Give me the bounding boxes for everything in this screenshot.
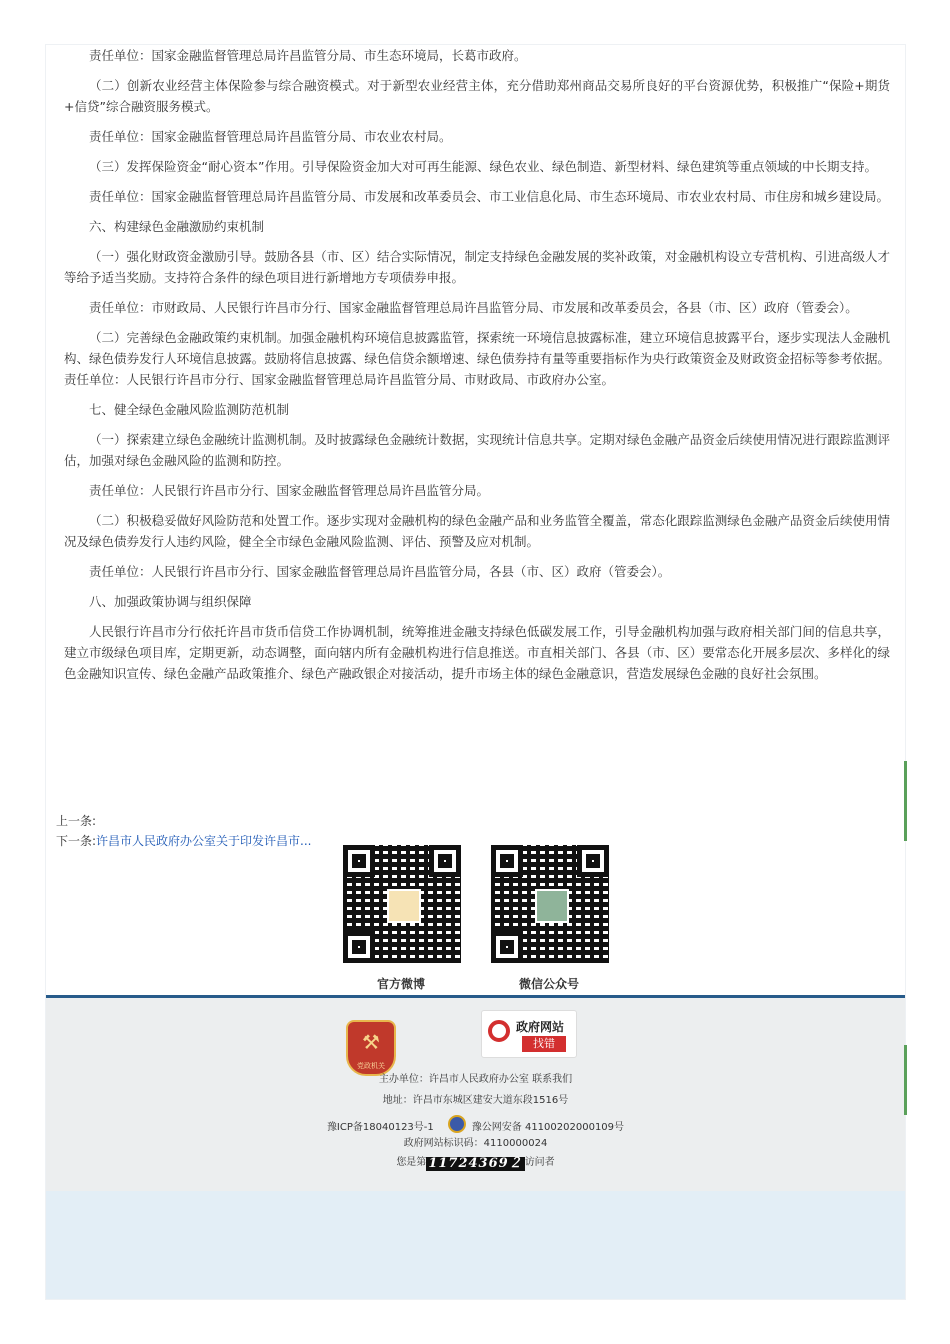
wechat-qr [489, 843, 609, 992]
footer-host-line [46, 1073, 905, 1087]
police-record-link[interactable]: 豫公网安备 41100202000109号 [471, 1122, 625, 1133]
footer-address-line [46, 1094, 905, 1108]
section-heading: 六、构建绿色金融激励约束机制 [89, 219, 265, 234]
prev-article [56, 811, 312, 831]
page-container [45, 44, 906, 1300]
gov-site-error-report-badge[interactable] [481, 1010, 577, 1058]
section-heading: 七、健全绿色金融风险监测防范机制 [89, 402, 290, 417]
article-paragraph: （二）完善绿色金融政策约束机制。加强金融机构环境信息披露监管，探索统一环境信息披露标准，建立环境信息披露平台，逐步实现法人金融机构、绿色债券发行人环境信息披露。鼓励将信息披露、绿色信贷余额增速、绿色债券持有量等重要指标作为央行政策资金及财政资金招标等参考依据。责任单位：人民银行许昌市分行、国家金融监督管理总局许昌监管分局、市财政局、市政府办公室。 [64, 330, 890, 387]
party-badge-text: 党政机关 [357, 1062, 385, 1070]
magnifier-icon [488, 1020, 510, 1042]
wechat-qr-code [489, 843, 611, 965]
party-emblem-icon: ⚒ [362, 1030, 380, 1054]
footer-address: 地址：许昌市东城区建安大道东段1516号 [382, 1095, 569, 1106]
article-paragraph: 人民银行许昌市分行依托许昌市货币信贷工作协调机制，统筹推进金融支持绿色低碳发展工作，引导金融机构加强与政府相关部门间的信息共享，建立市级绿色项目库，定期更新，动态调整，面向辖内所有金融机构进行信息推送。市直相关部门、各县（市、区）要常态化开展多层次、多样化的绿色金融知识宣传、绿色金融产品政策推介、绿色产融政银企对接活动，提升市场主体的绿色金融意识，营造发展绿色金融的良好社会氛围。 [64, 624, 890, 681]
footer-host: 主办单位：许昌市人民政府办公室 联系我们 [378, 1074, 573, 1085]
weibo-qr [341, 843, 461, 992]
next-article-link[interactable]: 许昌市人民政府办公室关于印发许昌市... [96, 834, 312, 848]
gov-badge-action: 找错 [522, 1036, 566, 1052]
next-article [56, 831, 312, 851]
article-paragraph: 责任单位：人民银行许昌市分行、国家金融监督管理总局许昌监管分局，各县（市、区）政府（管委会）。 [89, 564, 671, 579]
qr-codes [341, 843, 611, 993]
section-heading: 八、加强政策协调与组织保障 [89, 594, 252, 609]
article-paragraph: 责任单位：人民银行许昌市分行、国家金融监督管理总局许昌监管分局。 [89, 483, 490, 498]
party-government-badge[interactable] [346, 1020, 396, 1076]
article-paragraph: 责任单位：国家金融监督管理总局许昌监管分局、市发展和改革委员会、市工业信息化局、市生态环境局、市农业农村局、市住房和城乡建设局。 [89, 189, 890, 204]
edge-decoration [904, 761, 907, 841]
footer-record-line [46, 1115, 905, 1135]
prev-label: 上一条: [56, 814, 97, 828]
article-paragraph: （一）强化财政资金激励引导。鼓励各县（市、区）结合实际情况，制定支持绿色金融发展的奖补政策，对金融机构设立专营机构、引进高级人才等给予适当奖励。支持符合条件的绿色项目进行新增地方专项债券申报。 [64, 249, 890, 285]
bottom-band [46, 1191, 905, 1299]
article-pagination [56, 811, 312, 851]
visitor-suffix: 访问者 [524, 1157, 555, 1168]
police-badge-icon [448, 1115, 466, 1133]
article-paragraph: （二）创新农业经营主体保险参与综合融资模式。对于新型农业经营主体，充分借助郑州商品交易所良好的平台资源优势，积极推广“保险+期货+信贷”综合融资服务模式。 [64, 78, 890, 114]
visitor-counter-line [46, 1156, 905, 1171]
article-body [64, 45, 890, 693]
article-paragraph: （三）发挥保险资金“耐心资本”作用。引导保险资金加大对可再生能源、绿色农业、绿色制造、新型材料、绿色建筑等重点领域的中长期支持。 [89, 159, 877, 174]
article-paragraph: （二）积极稳妥做好风险防范和处置工作。逐步实现对金融机构的绿色金融产品和业务监管全覆盖，常态化跟踪监测绿色金融产品资金后续使用情况及绿色债券发行人违约风险，健全全市绿色金融风险监测、评估、预警及应对机制。 [64, 513, 890, 549]
site-footer [46, 995, 905, 1191]
next-label: 下一条: [56, 834, 97, 848]
footer-site-id-line [46, 1137, 905, 1151]
article-paragraph: 责任单位：国家金融监督管理总局许昌监管分局、市农业农村局。 [89, 129, 452, 144]
article-paragraph: （一）探索建立绿色金融统计监测机制。及时披露绿色金融统计数据，实现统计信息共享。定期对绿色金融产品资金后续使用情况进行跟踪监测评估，加强对绿色金融风险的监测和防控。 [64, 432, 890, 468]
site-id: 政府网站标识码：4110000024 [403, 1138, 548, 1149]
visitor-prefix: 您是第 [396, 1157, 427, 1168]
visitor-count: 11724369２ [428, 1156, 523, 1171]
gov-badge-title: 政府网站 [516, 1020, 565, 1034]
weibo-qr-code [341, 843, 463, 965]
wechat-qr-label: 微信公众号 [518, 977, 579, 991]
article-paragraph: 责任单位：市财政局、人民银行许昌市分行、国家金融监督管理总局许昌监管分局、市发展和改革委员会，各县（市、区）政府（管委会）。 [89, 300, 858, 315]
article-paragraph: 责任单位：国家金融监督管理总局许昌监管分局、市生态环境局，长葛市政府。 [89, 48, 527, 63]
edge-decoration [904, 1045, 907, 1115]
weibo-qr-label: 官方微博 [376, 977, 425, 991]
icp-record-link[interactable]: 豫ICP备18040123号-1 [326, 1122, 434, 1133]
